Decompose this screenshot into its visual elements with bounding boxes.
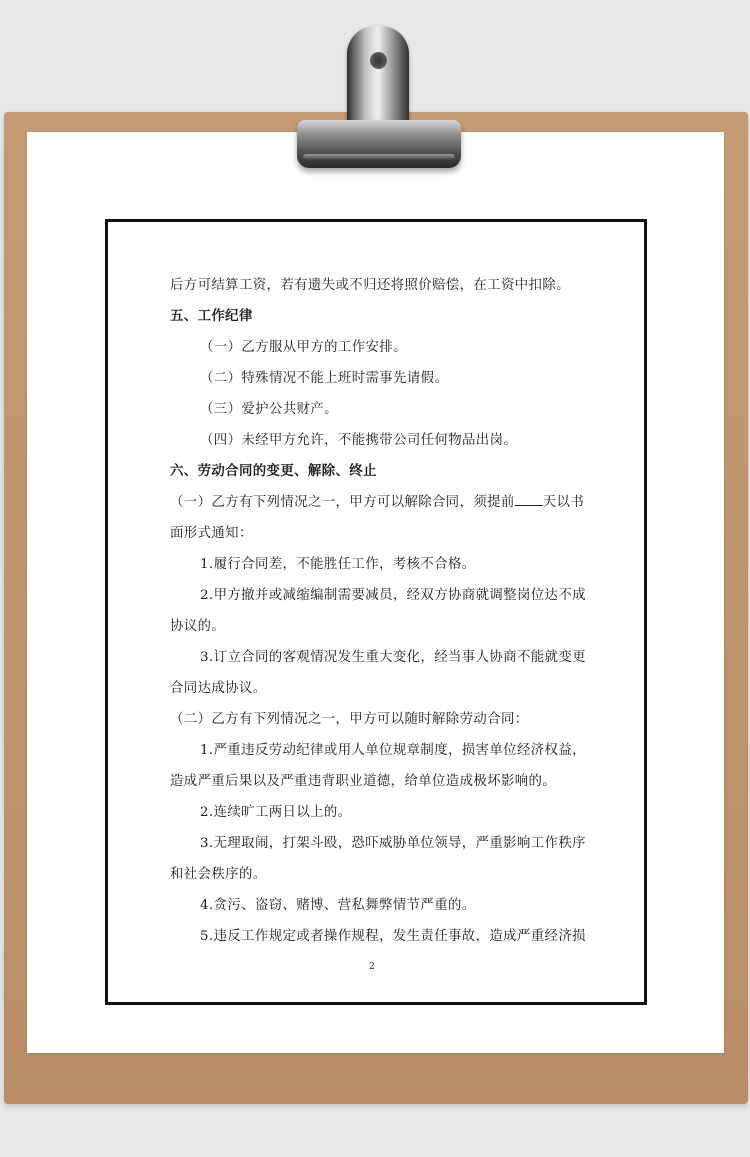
doc-line: 协议的。 xyxy=(170,619,226,634)
doc-line: 1.严重违反劳动纪律或用人单位规章制度，损害单位经济权益， xyxy=(200,743,586,758)
section-heading-work-discipline: 五、工作纪律 xyxy=(170,308,253,324)
doc-line-with-blank xyxy=(170,491,584,510)
doc-line: 3.无理取闹，打架斗殴，恐吓威胁单位领导，严重影响工作秩序 xyxy=(200,836,586,851)
doc-line: 5.违反工作规定或者操作规程，发生责任事故，造成严重经济损 xyxy=(200,929,586,944)
doc-line: （二）乙方有下列情况之一，甲方可以随时解除劳动合同： xyxy=(170,712,529,727)
doc-line: 4.贪污、盗窃、赌博、营私舞弊情节严重的。 xyxy=(200,898,476,913)
doc-line: 2.连续旷工两日以上的。 xyxy=(200,805,352,820)
doc-line: 1.履行合同差，不能胜任工作，考核不合格。 xyxy=(200,557,476,572)
page-number: 2 xyxy=(369,962,375,972)
doc-line: 合同达成协议。 xyxy=(170,681,267,696)
fill-in-blank[interactable] xyxy=(515,493,543,506)
doc-line: （三）爱护公共财产。 xyxy=(200,402,338,417)
doc-text: 天以书 xyxy=(542,495,585,510)
doc-line: （一）乙方服从甲方的工作安排。 xyxy=(200,340,407,355)
doc-line: 造成严重后果以及严重违背职业道德，给单位造成极坏影响的。 xyxy=(170,774,557,789)
doc-line: （四）未经甲方允许，不能携带公司任何物品出岗。 xyxy=(200,433,518,448)
doc-line: 和社会秩序的。 xyxy=(170,867,267,882)
section-heading-contract-change: 六、劳动合同的变更、解除、终止 xyxy=(170,463,377,479)
binder-clip-icon xyxy=(297,120,461,168)
doc-line: 2.甲方撤并或减缩编制需要减员，经双方协商就调整岗位达不成 xyxy=(200,588,586,603)
binder-clip-hole-icon xyxy=(370,52,387,69)
doc-line: （二）特殊情况不能上班时需事先请假。 xyxy=(200,371,449,386)
doc-line: 3.订立合同的客观情况发生重大变化，经当事人协商不能就变更 xyxy=(200,650,586,665)
doc-text: （一）乙方有下列情况之一，甲方可以解除合同，须提前 xyxy=(170,495,515,510)
doc-line: 面形式通知： xyxy=(170,526,253,541)
doc-line: 后方可结算工资，若有遗失或不归还将照价赔偿，在工资中扣除。 xyxy=(170,278,570,293)
